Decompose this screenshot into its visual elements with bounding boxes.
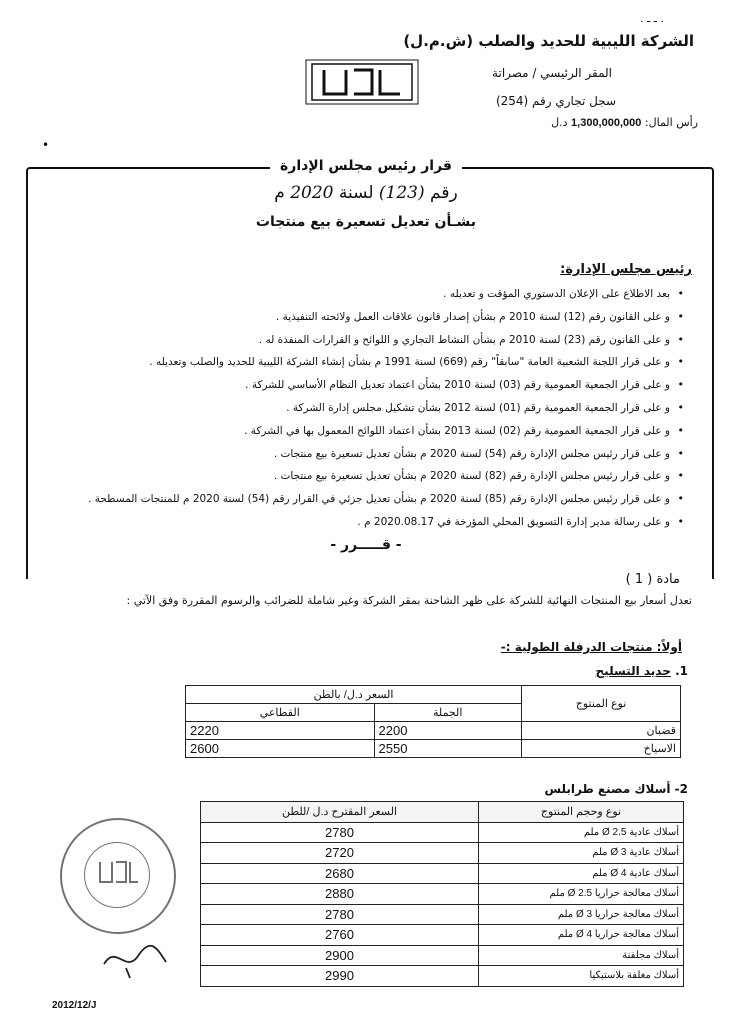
list-item: • و على رسالة مدير إدارة التسويق المحلي المؤرخة في 2020.08.17 م .: [74, 511, 684, 534]
list-item: • و على قرار الجمعية العمومية رقم (01) لسنة 2012 بشأن تشكيل مجلس إدارة الشركة .: [74, 397, 684, 420]
price-cell: 2760: [201, 925, 479, 946]
price-cell: 2900: [201, 945, 479, 966]
product-cell: أسلاك معالجة حراريا Ø 3 ملم: [479, 904, 684, 925]
product-type-header: نوع المنتوج: [522, 686, 681, 722]
decided-heading: - قـــــرر -: [330, 537, 402, 553]
price-cell: 2720: [201, 843, 479, 864]
product-size-header: نوع وحجم المنتوج: [479, 802, 684, 823]
list-item: • و على قرار رئيس مجلس الإدارة رقم (82) لسنة 2020 م بشأن تعديل تسعيرة بيع منتجات .: [74, 465, 684, 488]
decision-subject: بشـأن تعديل تسعيرة بيع منتجات: [255, 214, 477, 230]
price-header: السعر د.ل/ بالطن: [186, 686, 522, 704]
product-cell: أسلاك معالجة حراريا Ø 4 ملم: [479, 925, 684, 946]
list-item: • و على القانون رقم (23) لسنة 2010 م بشأن النشاط التجاري و اللوائح و القرارات المنفذة له .: [74, 329, 684, 352]
company-name: الشركة الليبية للحديد والصلب (ش.م.ل): [403, 32, 694, 50]
proposed-price-header: السعر المقترح د.ل /للطن: [201, 802, 479, 823]
number-prefix: رقم: [430, 183, 458, 203]
frame-title-text: قرار رئيس مجلس الإدارة: [270, 158, 462, 174]
wholesale-cell: 2200: [374, 722, 522, 740]
product-cell: أسلاك مجلفنة: [479, 945, 684, 966]
frame-title: [0, 155, 732, 174]
table-row: [201, 925, 684, 946]
retail-cell: 2220: [186, 722, 375, 740]
table-row: [186, 722, 681, 740]
list-item: • و على قرار الجمعية العمومية رقم (02) لسنة 2013 بشأن اعتماد اللوائح المعمول بها في الشركة .: [74, 420, 684, 443]
wire-price-table: [200, 801, 684, 987]
year-prefix: لسنة: [338, 183, 374, 203]
signature: [96, 934, 176, 984]
product-cell: أسلاك عادية Ø 4 ملم: [479, 863, 684, 884]
corner-mark: . ـ ـ .: [640, 12, 664, 25]
retail-header: القطاعي: [186, 704, 375, 722]
company-stamp: [60, 818, 176, 934]
year-handwritten: 2020: [290, 183, 334, 203]
table-row: [201, 884, 684, 905]
table-row: [201, 822, 684, 843]
commercial-register: سجل تجاري رقم (254): [495, 94, 616, 108]
table-row: [186, 740, 681, 758]
product-cell: أسلاك معالجة حراريا Ø 2.5 ملم: [479, 884, 684, 905]
rebar-heading: [596, 664, 688, 678]
list-item: • بعد الاطلاع على الإعلان الدستوري المؤقت و تعديله .: [74, 283, 684, 306]
section-wire: 2- أسلاك مصنع طرابلس: [544, 782, 688, 796]
section-long-products-title: أولاً: منتجات الدرفلة الطولية :-: [500, 640, 682, 654]
preamble-list: [74, 283, 684, 534]
preamble-heading: رئيس مجلس الإدارة:: [560, 262, 692, 277]
table-row: [201, 843, 684, 864]
rebar-heading-num: 1.: [675, 664, 688, 678]
headquarters: المقر الرئيسي / مصراتة: [492, 66, 612, 80]
company-logo: [302, 56, 422, 108]
article-heading: مادة ( 1 ): [625, 572, 680, 587]
wholesale-header: الجملة: [374, 704, 522, 722]
section-long-products: [501, 640, 682, 654]
footer-code: 2012/12/J: [52, 1000, 97, 1011]
capital-label: رأس المال:: [644, 116, 698, 129]
margin-dot: •: [42, 138, 50, 152]
product-cell: أسلاك مغلفة بلاستيكيا: [479, 966, 684, 987]
price-cell: 2780: [201, 904, 479, 925]
table-row: [201, 966, 684, 987]
price-cell: 2680: [201, 863, 479, 884]
list-item: • و على قرار رئيس مجلس الإدارة رقم (54) لسنة 2020 م بشأن تعديل تسعيرة بيع منتجات .: [74, 443, 684, 466]
list-item: • و على قرار اللجنة الشعبية العامة "سابقاً" رقم (669) لسنة 1991 م بشأن إنشاء الشركة الليبية للحديد والصلب وتعديله .: [74, 351, 684, 374]
price-cell: 2880: [201, 884, 479, 905]
retail-cell: 2600: [186, 740, 375, 758]
product-cell: الاسياخ: [522, 740, 681, 758]
list-item: • و على القانون رقم (12) لسنة 2010 م بشأن إصدار قانون علاقات العمل ولائحته التنفيذية .: [74, 306, 684, 329]
list-item: • و على قرار رئيس مجلس الإدارة رقم (85) لسنة 2020 م بشأن تعديل جزئي في القرار رقم (54) لسنة 2020 م للمنتجات المسطحة .: [74, 488, 684, 511]
article-body: تعدل أسعار بيع المنتجات النهائية للشركة على ظهر الشاحنة بمقر الشركة وغير شاملة للضرائب والرسوم المقررة وفق الآتي :: [126, 594, 692, 607]
decision-number: [0, 183, 732, 203]
table-row: [201, 863, 684, 884]
product-cell: قضبان: [522, 722, 681, 740]
product-cell: أسلاك عادية Ø 3 ملم: [479, 843, 684, 864]
list-item: • و على قرار الجمعية العمومية رقم (03) لسنة 2010 بشأن اعتماد تعديل النظام الأساسي للشركة .: [74, 374, 684, 397]
table-row: [201, 945, 684, 966]
capital-amount: 1,300,000,000: [571, 117, 642, 129]
capital-currency: د.ل: [551, 116, 568, 129]
wholesale-cell: 2550: [374, 740, 522, 758]
number-handwritten: (123): [378, 183, 425, 203]
rebar-price-table: [185, 685, 681, 758]
table-row: [201, 904, 684, 925]
product-cell: أسلاك عادية Ø 2.5 ملم: [479, 822, 684, 843]
price-cell: 2780: [201, 822, 479, 843]
rebar-heading-title: حديد التسليح: [595, 664, 671, 678]
stamp-logo-icon: [96, 858, 140, 888]
price-cell: 2990: [201, 966, 479, 987]
capital: [551, 116, 698, 129]
year-suffix: م: [274, 183, 285, 203]
